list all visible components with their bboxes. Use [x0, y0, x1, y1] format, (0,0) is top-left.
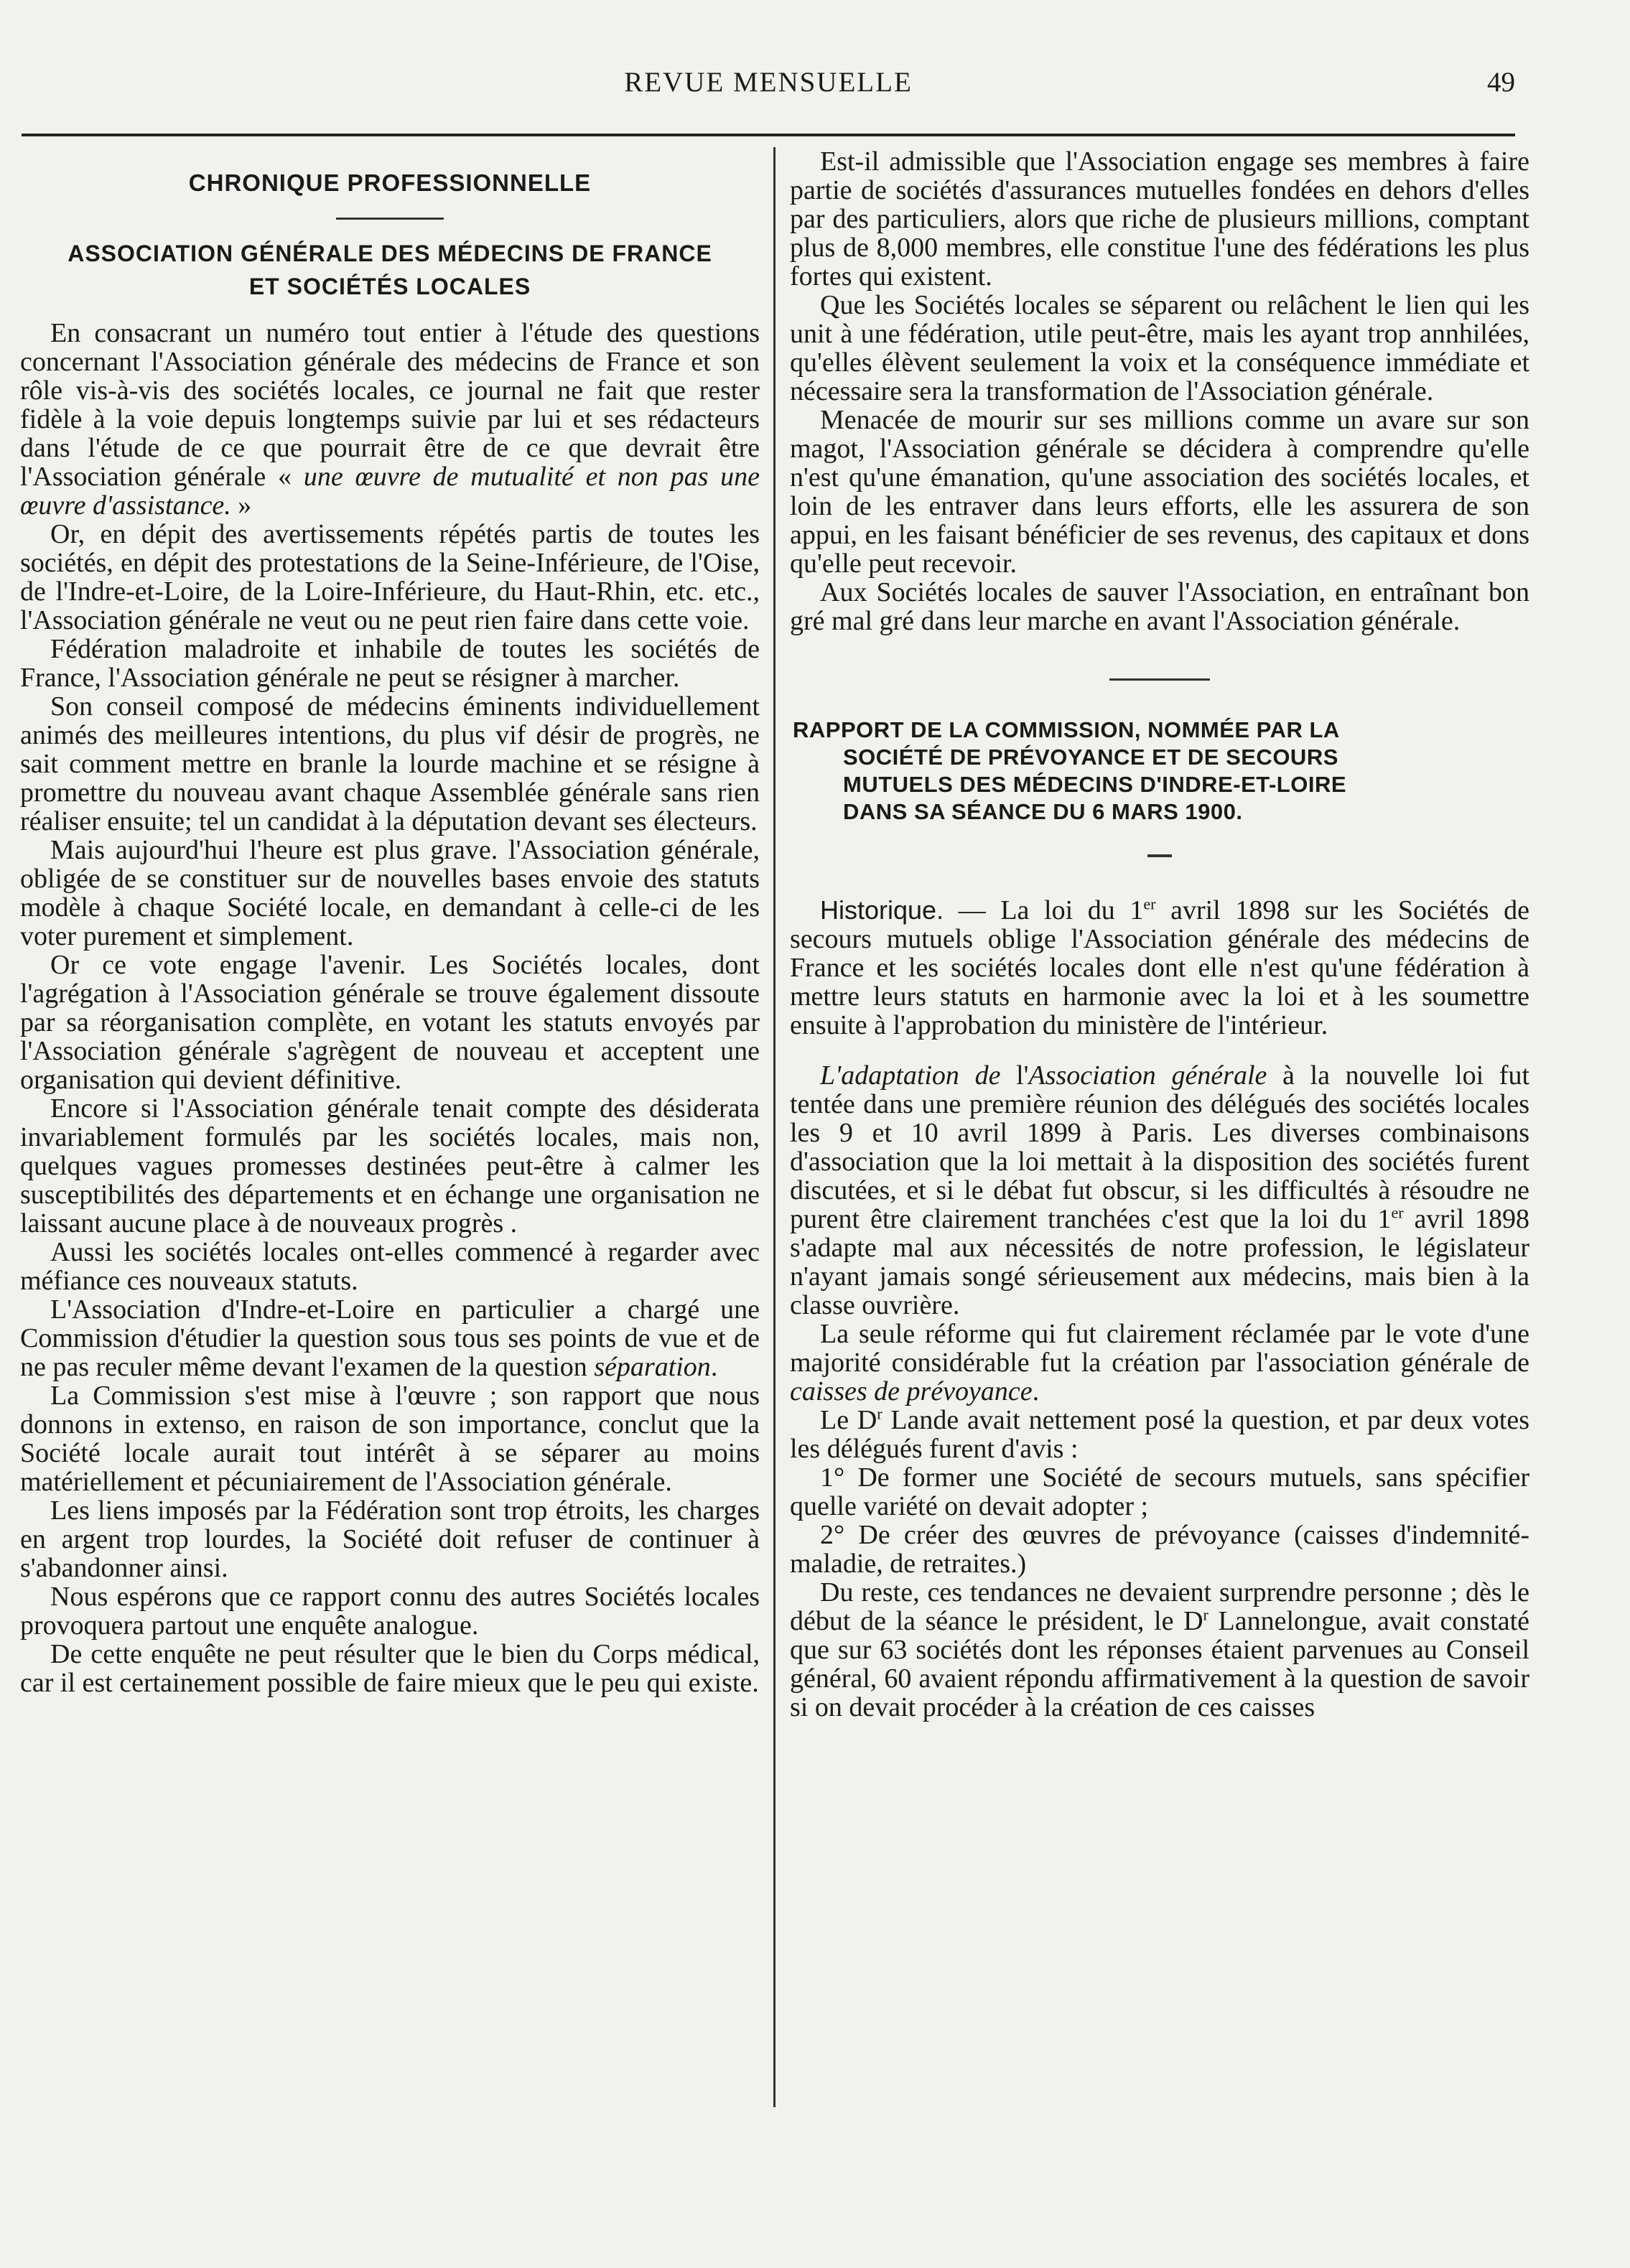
left-column: [20, 147, 760, 1697]
paragraph: Mais aujourd'hui l'heure est plus grave. l'Association générale, obligée de se constituer sur de nouvelles bases envoie des statuts modèle à chaque Société locale, en demandant à celle-ci de les voter purement et simplement.: [20, 835, 760, 951]
right-column: [790, 147, 1529, 1722]
paragraph: En consacrant un numéro tout entier à l'étude des questions concernant l'Association générale des médecins de France et son rôle vis-à-vis des sociétés locales, ce journal ne fait que rester fidèle à la voie depuis longtemps suivie par lui et ses rédacteurs dans l'étude de ce que pourrait être de ce que devrait être l'Association générale « une œuvre de mutualité et non pas une œuvre d'assistance. »: [20, 318, 760, 521]
running-header: [22, 66, 1515, 109]
paragraph: Encore si l'Association générale tenait compte des désiderata invariablement formulés par les sociétés locales, mais non, quelques vagues promesses destinées peut-être à calmer les susceptibilités des départements et en échange une organisation ne laissant aucune place à de nouveaux progrès .: [20, 1093, 760, 1238]
paragraph: L'adaptation de l'Association générale à la nouvelle loi fut tentée dans une première réunion des délégués des sociétés locales les 9 et 10 avril 1899 à Paris. Les diverses combinaisons d'association que la loi mettait à la disposition des sociétés furent discutées, et si le débat fut obscur, si les difficultés à résoudre ne purent être clairement tranchées c'est que la loi du 1er avril 1898 s'adapte mal aux nécessités de notre profession, le législateur n'ayant jamais songé sérieusement aux médecins, mais bien à la classe ouvrière.: [790, 1060, 1530, 1320]
paragraph: Aussi les sociétés locales ont-elles commencé à regarder avec méfiance ces nouveaux statuts.: [20, 1237, 760, 1296]
paragraph: Nous espérons que ce rapport connu des autres Sociétés locales provoquera partout une enquête analogue.: [20, 1582, 760, 1641]
paragraph: Est-il admissible que l'Association engage ses membres à faire partie de sociétés d'assurances mutuelles fondées en dehors d'elles par des particuliers, alors que riche de plusieurs millions, comptant plus de 8,000 membres, elle constitue l'une des fédérations les plus fortes qui existent.: [790, 146, 1529, 291]
paragraph: Aux Sociétés locales de sauver l'Association, en entraînant bon gré mal gré dans leur marche en avant l'Association générale.: [790, 577, 1529, 636]
paragraph: De cette enquête ne peut résulter que le bien du Corps médical, car il est certainement possible de faire mieux que le peu qui existe.: [20, 1639, 760, 1698]
paragraph: Historique. — La loi du 1er avril 1898 sur les Sociétés de secours mutuels oblige l'Association générale des médecins de France et les sociétés locales dont elle n'est qu'une fédération à mettre leurs statuts en harmonie avec la loi et à les soumettre ensuite à l'approbation du ministère de l'intérieur.: [790, 895, 1530, 1040]
paragraph: Fédération maladroite et inhabile de toutes les sociétés de France, l'Association générale ne peut se résigner à marcher.: [20, 634, 760, 693]
paragraph: Que les Sociétés locales se séparent ou relâchent le lien qui les unit à une fédération, utile peut-être, mais les ayant trop annhilées, qu'elles élèvent seulement la voix et la conséquence immédiate et nécessaire sera la transformation de l'Association générale.: [790, 290, 1529, 406]
header-rule: [22, 134, 1515, 136]
article-title-line: ASSOCIATION GÉNÉRALE DES MÉDECINS DE FRANCE: [67, 241, 712, 266]
paragraph: Son conseil composé de médecins éminents individuellement animés des meilleures intentions, du plus vif désir de progrès, ne sait comment mettre en branle la lourde machine et se résigne à promettre du nouveau avant chaque Assemblée générale sans rien réaliser ensuite; tel un candidat à la députation devant ses électeurs.: [20, 691, 760, 836]
paragraph: Du reste, ces tendances ne devaient surprendre personne ; dès le début de la séance le président, le $D^r$ Lannelongue, avait constaté que sur 63 sociétés dont les réponses étaient parvenues au Conseil général, 60 avaient répondu affirmativement à la question de savoir si on devait procéder à la création de ces caisses: [790, 1577, 1529, 1722]
paragraph: La Commission s'est mise à l'œuvre ; son rapport que nous donnons in extenso, en raison de son importance, conclut que la Société locale aurait tout intérêt à se séparer au moins matériellement et pécuniairement de l'Association générale.: [20, 1381, 760, 1497]
paragraph: Menacée de mourir sur ses millions comme un avare sur son magot, l'Association générale se décidera à comprendre qu'elle n'est qu'une émanation, qu'une association des sociétés locales, et loin de les entraver dans leurs efforts, elle les assurera de son appui, en les faisant bénéficier de ses revenus, des capitaux et dons qu'elle peut recevoir.: [790, 405, 1529, 579]
section-divider: [336, 218, 444, 220]
quote: une œuvre de mutualité et non pas une œuvre d'assistance.: [20, 462, 760, 521]
section-divider: [1109, 678, 1210, 681]
list-item: 1° De former une Société de secours mutuels, sans spécifier quelle variété on devait adopter ;: [790, 1462, 1529, 1521]
article-title: [20, 237, 760, 303]
dash-divider: [1147, 854, 1172, 857]
article-title-line: ET SOCIÉTÉS LOCALES: [248, 274, 531, 299]
paragraph: Le $D^r$ Lande avait nettement posé la question, et par deux votes les délégués furent d'avis :: [790, 1404, 1529, 1464]
paragraph: Or ce vote engage l'avenir. Les Sociétés locales, dont l'agrégation à l'Association générale se trouve également dissoute par sa réorganisation complète, en votant les statuts envoyés par l'Association générale s'agrègent de nouveau et acceptent une organisation qui devient définitive.: [20, 950, 760, 1095]
paragraph: L'Association d'Indre-et-Loire en particulier a chargé une Commission d'étudier la question sous tous ses points de vue et de ne pas reculer même devant l'examen de la question séparation.: [20, 1294, 760, 1382]
report-title: RAPPORT DE LA COMMISSION, NOMMÉE PAR LA SOCIÉTÉ DE PRÉVOYANCE ET DE SECOURS MUTUELS DES MÉDECINS D'INDRE-ET-LOIRE DANS SA SÉANCE DU 6 MARS 1900.: [793, 717, 1347, 824]
paragraph: Or, en dépit des avertissements répétés partis de toutes les sociétés, en dépit des protestations de la Seine-Inférieure, de l'Oise, de l'Indre-et-Loire, de la Loire-Inférieure, du Haut-Rhin, etc. etc., l'Association générale ne veut ou ne peut rien faire dans cette voie.: [20, 519, 760, 635]
list-item: 2° De créer des œuvres de prévoyance (caisses d'indemnité-maladie, de retraites.): [790, 1520, 1529, 1579]
running-title: REVUE MENSUELLE: [624, 67, 913, 98]
paragraph: Les liens imposés par la Fédération sont trop étroits, les charges en argent trop lourdes, la Société doit refuser de continuer à s'abandonner ainsi.: [20, 1495, 760, 1583]
paragraph: La seule réforme qui fut clairement réclamée par le vote d'une majorité considérable fut la création par l'association générale de caisses de prévoyance.: [790, 1319, 1529, 1406]
section-heading: CHRONIQUE PROFESSIONNELLE: [188, 169, 592, 196]
historique-label: Historique.: [820, 895, 944, 925]
column-divider: [773, 147, 776, 2107]
page-number: 49: [1487, 67, 1515, 98]
